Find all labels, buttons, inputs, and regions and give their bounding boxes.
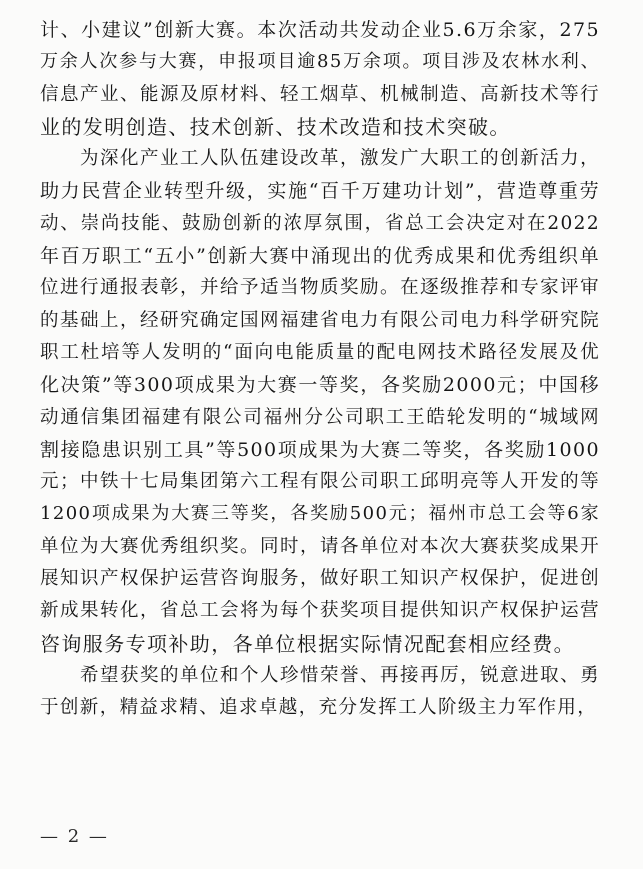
text-line: 年百万职工“五小”创新大赛中涌现出的优秀成果和优秀组织单: [40, 245, 600, 268]
paragraph: [40, 660, 600, 725]
text-line: 新成果转化，省总工会将为每个获奖项目提供知识产权保护运营: [40, 600, 600, 622]
text-line: 希望获奖的单位和个人珍惜荣誉、再接再厉，锐意进取、勇: [80, 664, 600, 686]
text-line: 咨询服务专项补助，各单位根据实际情况配套相应经费。: [40, 631, 575, 656]
text-line: 动通信集团福建有限公司福州分公司职工王皓轮发明的“城域网: [40, 406, 600, 428]
text-line: 为深化产业工人队伍建设改革，激发广大职工的创新活力，: [80, 148, 600, 170]
text-line: 万余人次参与大赛，申报项目逾85万余项。项目涉及农林水利、: [40, 51, 600, 73]
text-line: 割接隐患识别工具”等500项成果为大赛二等奖，各奖励1000: [40, 438, 600, 461]
text-line: 于创新，精益求精、追求卓越，充分发挥工人阶级主力军作用，: [40, 697, 598, 719]
paragraph: [40, 143, 600, 660]
text-line: 动、崇尚技能、鼓励创新的浓厚氛围，省总工会决定对在2022: [40, 212, 600, 234]
text-line: 信息产业、能源及原材料、轻工烟草、机械制造、高新技术等行: [40, 83, 600, 105]
document-body: [40, 14, 600, 725]
text-line: 1200项成果为大赛三等奖，各奖励500元；福州市总工会等6家: [40, 503, 600, 525]
text-line: 职工杜培等人发明的“面向电能质量的配电网技术路径发展及优: [40, 341, 600, 363]
text-line: 位进行通报表彰，并给予适当物质奖励。在逐级推荐和专家评审: [40, 277, 600, 299]
page-number: — 2 —: [40, 826, 109, 847]
text-line: 展知识产权保护运营咨询服务，做好职工知识产权保护，促进创: [40, 568, 600, 590]
text-line: 助力民营企业转型升级，实施“百千万建功计划”，营造尊重劳: [40, 180, 600, 203]
text-line: 计、小建议”创新大赛。本次活动共发动企业5.6万余家，275: [40, 19, 600, 41]
text-line: 元；中铁十七局集团第六工程有限公司职工邱明亮等人开发的等: [40, 471, 600, 493]
text-line: 化决策”等300项成果为大赛一等奖，各奖励2000元；中国移: [40, 374, 600, 397]
text-line: 的基础上，经研究确定国网福建省电力有限公司电力科学研究院: [40, 309, 600, 331]
text-line: 单位为大赛优秀组织奖。同时，请各单位对本次大赛获奖成果开: [40, 535, 600, 557]
text-line: 业的发明创造、技术创新、技术改造和技术突破。: [40, 114, 511, 139]
paragraph: [40, 14, 600, 143]
